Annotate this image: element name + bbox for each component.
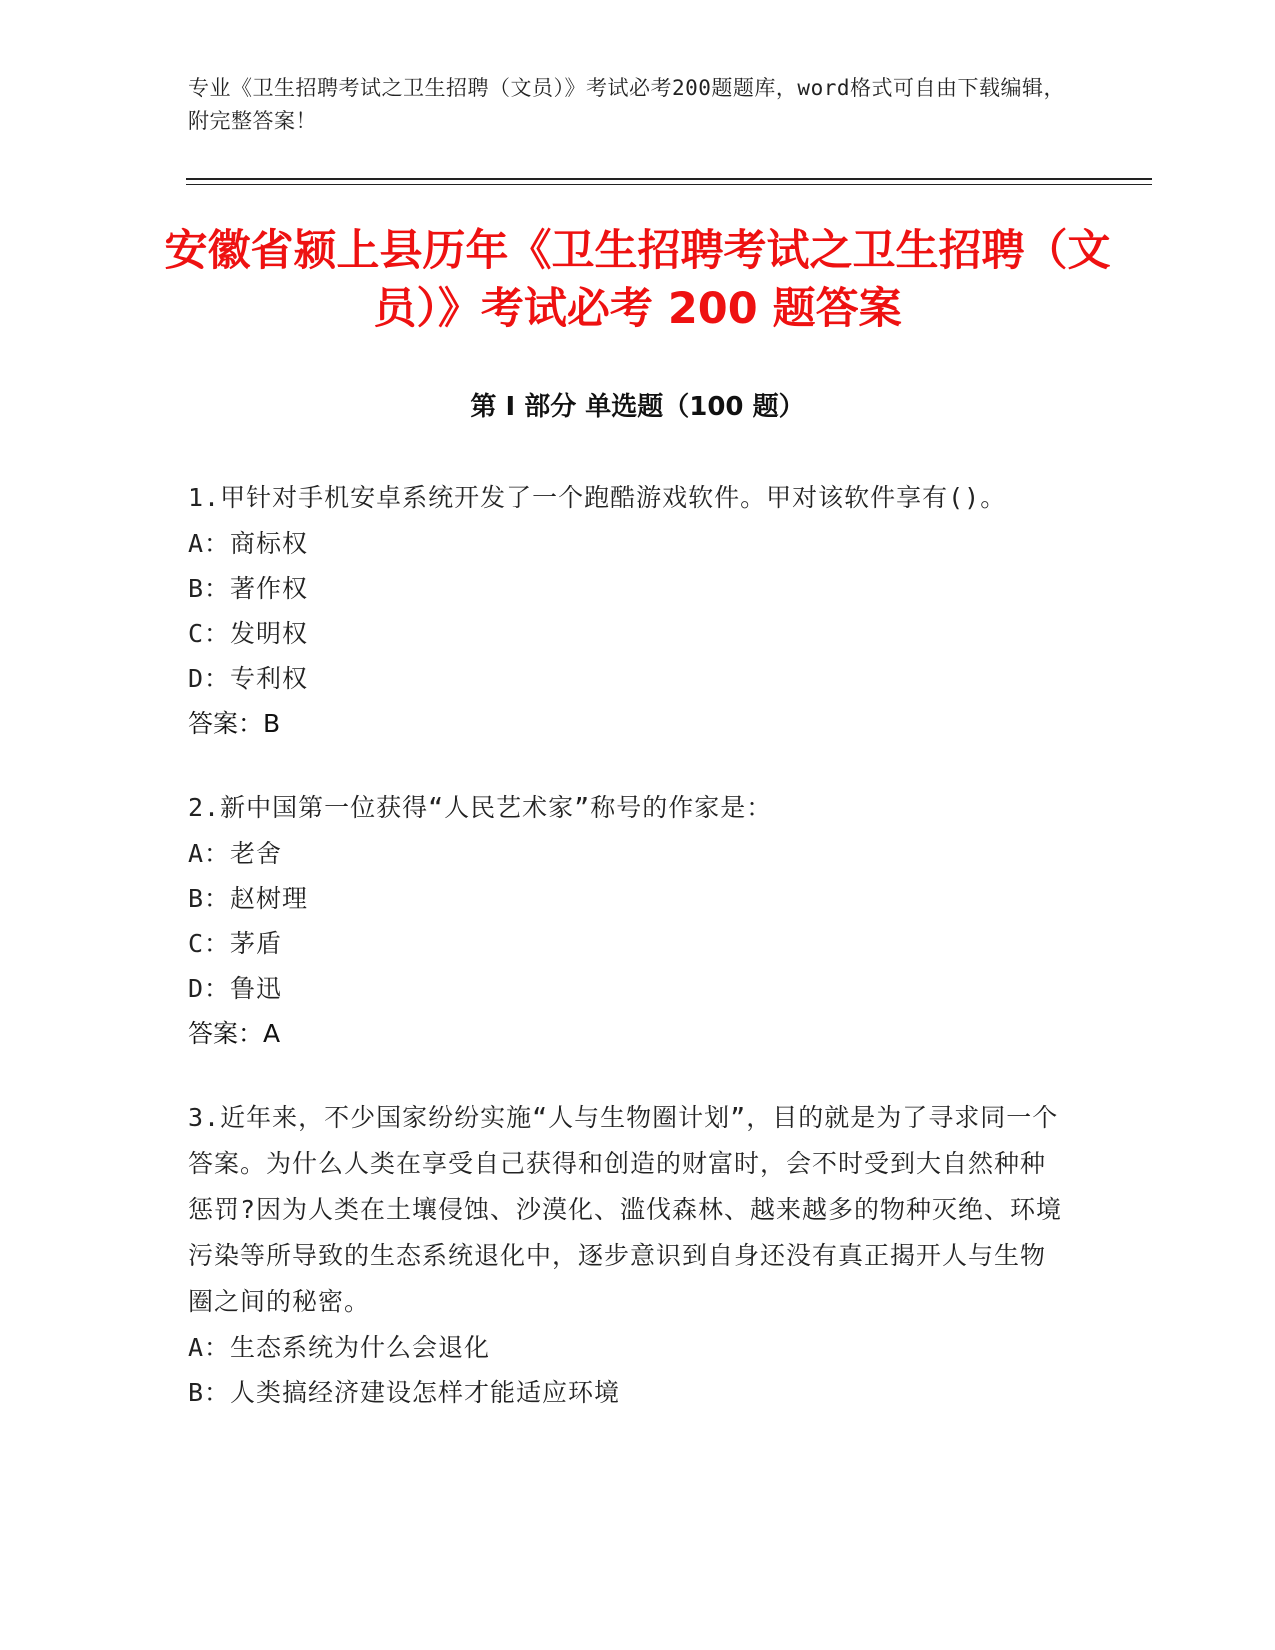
question-3 [188, 1095, 1068, 1415]
section-title: 第 I 部分 单选题（100 题） [470, 392, 805, 422]
header-note: 专业《卫生招聘考试之卫生招聘（文员）》考试必考200题题库，word格式可自由下载编辑，附完整答案！ [188, 76, 1065, 133]
option-a: A：商标权 [188, 529, 309, 558]
header-rule-thin [186, 184, 1152, 185]
header-rule-thick [186, 178, 1152, 180]
option-c: C：发明权 [188, 619, 309, 648]
option-b: B：人类搞经济建设怎样才能适应环境 [188, 1378, 621, 1407]
option-b: B：著作权 [188, 574, 309, 603]
question-stem: 2.新中国第一位获得“人民艺术家”称号的作家是： [188, 793, 773, 822]
question-stem: 3.近年来，不少国家纷纷实施“人与生物圈计划”，目的就是为了寻求同一个答案。为什么人类在享受自己获得和创造的财富时，会不时受到大自然种种惩罚?因为人类在土壤侵蚀、沙漠化、滥伐森林、越来越多的物种灭绝、环境污染等所导致的生态系统退化中，逐步意识到自身还没有真正揭开人与生物圈之间的秘密。 [188, 1103, 1063, 1316]
option-c: C：茅盾 [188, 929, 283, 958]
question-2 [188, 785, 1068, 1057]
option-d: D：专利权 [188, 664, 309, 693]
document-title: 安徽省颍上县历年《卫生招聘考试之卫生招聘（文员）》考试必考 200 题答案 [164, 226, 1111, 334]
option-a: A：老舍 [188, 839, 283, 868]
question-list [188, 475, 1068, 1453]
question-stem: 1.甲针对手机安卓系统开发了一个跑酷游戏软件。甲对该软件享有()。 [188, 483, 1007, 512]
question-1 [188, 475, 1068, 747]
option-d: D：鲁迅 [188, 974, 283, 1003]
option-b: B：赵树理 [188, 884, 309, 913]
answer-line: 答案：A [188, 1019, 281, 1048]
answer-line: 答案：B [188, 709, 281, 738]
option-a: A：生态系统为什么会退化 [188, 1333, 491, 1362]
